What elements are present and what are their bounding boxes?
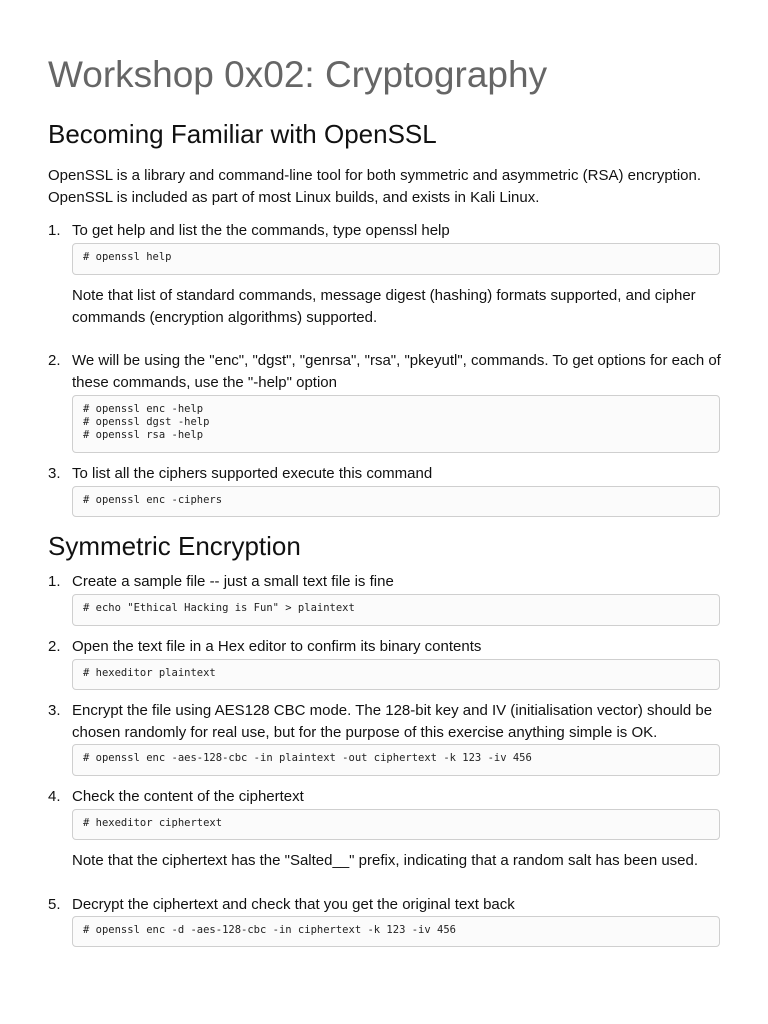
code-line: # echo "Ethical Hacking is Fun" > plaintext xyxy=(83,602,355,614)
list-item-text: Open the text file in a Hex editor to confirm its binary contents xyxy=(72,638,482,655)
list-item-text: Create a sample file -- just a small text file is fine xyxy=(72,573,394,590)
list-number: 1. xyxy=(48,573,61,590)
list-number: 5. xyxy=(48,896,61,913)
list-number: 3. xyxy=(48,702,61,719)
list-number: 2. xyxy=(48,352,61,369)
list-item-text: Encrypt the file using AES128 CBC mode. The 128-bit key and IV (initialisation vector) should be chosen randomly for real use, but for the purpose of this exercise anything simple is OK. xyxy=(72,702,713,741)
code-block xyxy=(72,809,720,840)
page-title: Workshop 0x02: Cryptography xyxy=(48,54,548,95)
code-line: # hexeditor plaintext xyxy=(83,667,216,679)
code-line: # openssl rsa -help xyxy=(83,429,204,441)
list-number: 3. xyxy=(48,465,61,482)
list-item-text: We will be using the "enc", "dgst", "genrsa", "rsa", "pkeyutl", commands. To get options for each of these commands, use the "-help" option xyxy=(72,352,721,391)
list-number: 2. xyxy=(48,638,61,655)
section-heading-openssl: Becoming Familiar with OpenSSL xyxy=(48,119,437,149)
code-line: # openssl enc -aes-128-cbc -in plaintext -out ciphertext -k 123 -iv 456 xyxy=(83,752,532,764)
list-item-text: Check the content of the ciphertext xyxy=(72,788,304,805)
list-item-text: To list all the ciphers supported execute this command xyxy=(72,465,433,482)
note-text: Note that the ciphertext has the "Salted__" prefix, indicating that a random salt has been used. xyxy=(72,852,699,869)
code-block xyxy=(72,486,720,517)
code-line: # openssl help xyxy=(83,251,172,263)
list-number: 4. xyxy=(48,788,61,805)
code-block xyxy=(72,659,720,690)
code-line: # openssl dgst -help xyxy=(83,416,210,428)
list-item-text: To get help and list the the commands, type openssl help xyxy=(72,222,450,239)
code-line: # openssl enc -d -aes-128-cbc -in ciphertext -k 123 -iv 456 xyxy=(83,924,456,936)
code-block xyxy=(72,744,720,776)
code-block xyxy=(72,243,720,275)
code-line: # openssl enc -help xyxy=(83,403,204,415)
code-block xyxy=(72,395,720,453)
note-text: Note that list of standard commands, message digest (hashing) formats supported, and cipher commands (encryption algorithms) supported. xyxy=(72,287,696,326)
code-line: # hexeditor ciphertext xyxy=(83,817,223,829)
code-block xyxy=(72,916,720,947)
list-item-text: Decrypt the ciphertext and check that you get the original text back xyxy=(72,896,515,913)
code-line: # openssl enc -ciphers xyxy=(83,494,223,506)
list-number: 1. xyxy=(48,222,61,239)
section-heading-symmetric: Symmetric Encryption xyxy=(48,531,301,561)
code-block xyxy=(72,594,720,626)
intro-paragraph: OpenSSL is a library and command-line tool for both symmetric and asymmetric (RSA) encryption. OpenSSL is included as part of most Linux builds, and exists in Kali Linux. xyxy=(48,167,702,206)
